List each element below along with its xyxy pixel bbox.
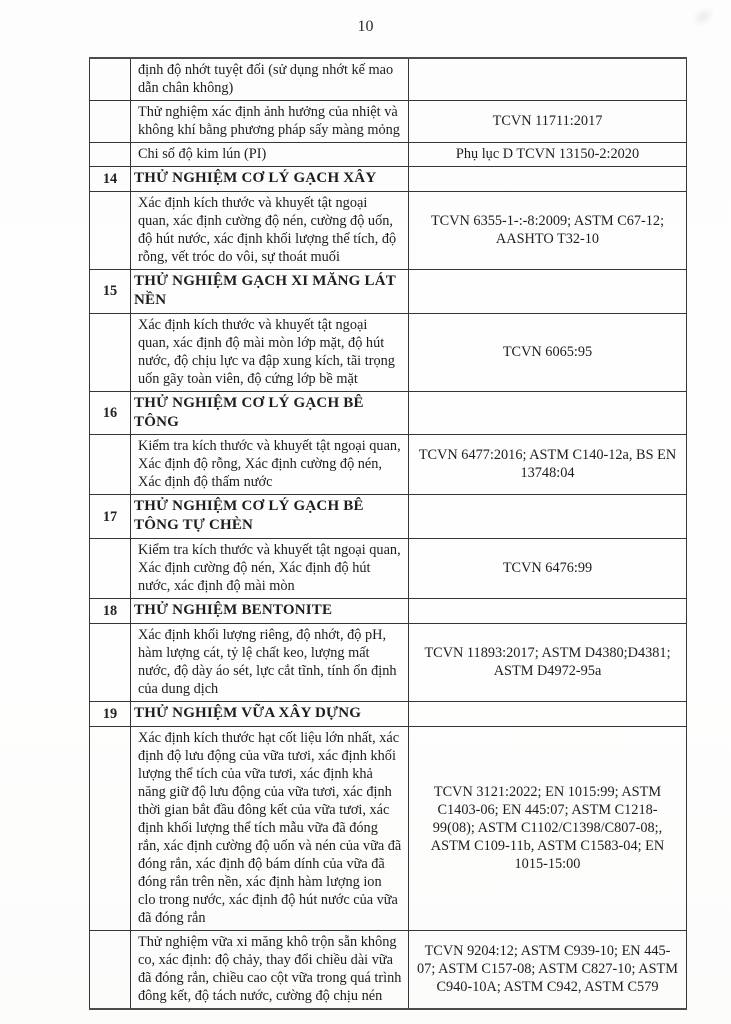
row-number-cell bbox=[90, 313, 131, 391]
row-standard-cell: TCVN 11893:2017; ASTM D4380;D4381; ASTM D4972-95a bbox=[409, 624, 687, 702]
table-row bbox=[90, 269, 687, 313]
row-description-cell: Kiểm tra kích thước và khuyết tật ngoại quan, Xác định cường độ nén, Xác định độ hút nước, xác định độ mài mòn bbox=[131, 539, 409, 599]
row-description-cell: Xác định kích thước và khuyết tật ngoại quan, xác định độ mài mòn lớp mặt, độ hút nước, độ chịu lực va đập xung kích, tãi trọng uốn gãy toàn viên, độ cứng lớp bề mặt bbox=[131, 313, 409, 391]
row-description-cell: THỬ NGHIỆM GẠCH XI MĂNG LÁT NỀN bbox=[131, 269, 409, 313]
row-description-cell: THỬ NGHIỆM CƠ LÝ GẠCH XÂY bbox=[131, 167, 409, 192]
row-number-cell bbox=[90, 191, 131, 269]
row-number-cell bbox=[90, 931, 131, 1010]
row-number-cell: 19 bbox=[90, 702, 131, 727]
row-standard-cell bbox=[409, 58, 687, 101]
row-number-cell: 16 bbox=[90, 391, 131, 435]
table-body bbox=[90, 58, 687, 1009]
row-number-cell bbox=[90, 624, 131, 702]
row-number-cell: 14 bbox=[90, 167, 131, 192]
row-description-cell: THỬ NGHIỆM CƠ LÝ GẠCH BÊ TÔNG bbox=[131, 391, 409, 435]
table-row bbox=[90, 167, 687, 192]
table-row bbox=[90, 599, 687, 624]
row-standard-cell: TCVN 6477:2016; ASTM C140-12a, BS EN 13748:04 bbox=[409, 435, 687, 495]
row-number-cell bbox=[90, 435, 131, 495]
row-description-cell: Thử nghiệm vữa xi măng khô trộn sẵn không co, xác định: độ chảy, thay đổi chiều dài vữa đã đóng rắn, chiều cao cột vữa trong quá trình đông kết, độ tách nước, cường độ chịu nén bbox=[131, 931, 409, 1010]
row-description-cell: định độ nhớt tuyệt đối (sử dụng nhớt kế mao dẫn chân không) bbox=[131, 58, 409, 101]
row-number-cell: 18 bbox=[90, 599, 131, 624]
row-standard-cell: TCVN 6355-1-:-8:2009; ASTM C67-12; AASHTO T32-10 bbox=[409, 191, 687, 269]
row-description-cell: Kiểm tra kích thước và khuyết tật ngoại quan, Xác định độ rỗng, Xác định cường độ nén, Xác định độ thấm nước bbox=[131, 435, 409, 495]
table-row bbox=[90, 539, 687, 599]
row-standard-cell bbox=[409, 702, 687, 727]
table-row bbox=[90, 495, 687, 539]
table-row bbox=[90, 101, 687, 143]
table-row bbox=[90, 435, 687, 495]
table-row bbox=[90, 143, 687, 167]
table-row bbox=[90, 931, 687, 1010]
row-standard-cell bbox=[409, 167, 687, 192]
row-number-cell: 17 bbox=[90, 495, 131, 539]
row-standard-cell: TCVN 9204:12; ASTM C939-10; EN 445-07; ASTM C157-08; ASTM C827-10; ASTM C940-10A; ASTM C942, ASTM C579 bbox=[409, 931, 687, 1010]
standards-table bbox=[89, 57, 687, 1010]
row-number-cell bbox=[90, 101, 131, 143]
page-number: 10 bbox=[357, 18, 374, 35]
table-row bbox=[90, 58, 687, 101]
table-row bbox=[90, 313, 687, 391]
row-standard-cell bbox=[409, 599, 687, 624]
row-number-cell bbox=[90, 539, 131, 599]
row-standard-cell bbox=[409, 269, 687, 313]
table-row bbox=[90, 391, 687, 435]
row-standard-cell: TCVN 11711:2017 bbox=[409, 101, 687, 143]
row-description-cell: THỬ NGHIỆM VỮA XÂY DỰNG bbox=[131, 702, 409, 727]
row-standard-cell bbox=[409, 391, 687, 435]
table-row bbox=[90, 702, 687, 727]
row-standard-cell: TCVN 3121:2022; EN 1015:99; ASTM C1403-06; EN 445:07; ASTM C1218-99(08); ASTM C1102/C1398/C807-08;, ASTM C109-11b, ASTM C1583-04; EN 1015-15:00 bbox=[409, 727, 687, 931]
row-description-cell: THỬ NGHIỆM CƠ LÝ GẠCH BÊ TÔNG TỰ CHÈN bbox=[131, 495, 409, 539]
row-description-cell: Xác định kích thước và khuyết tật ngoại quan, xác định cường độ nén, cường độ uốn, độ hút nước, xác định khối lượng thể tích, độ rỗng, vết tróc do vôi, sự thoát muối bbox=[131, 191, 409, 269]
table-row bbox=[90, 191, 687, 269]
row-description-cell: Thử nghiệm xác định ảnh hưởng của nhiệt và không khí bằng phương pháp sấy màng mỏng bbox=[131, 101, 409, 143]
row-standard-cell: TCVN 6476:99 bbox=[409, 539, 687, 599]
row-description-cell: Chi số độ kim lún (PI) bbox=[131, 143, 409, 167]
row-number-cell bbox=[90, 143, 131, 167]
row-number-cell bbox=[90, 727, 131, 931]
row-standard-cell bbox=[409, 495, 687, 539]
row-standard-cell: Phụ lục D TCVN 13150-2:2020 bbox=[409, 143, 687, 167]
row-description-cell: Xác định khối lượng riêng, độ nhớt, độ pH, hàm lượng cát, tỷ lệ chất keo, lượng mất nước, độ dày áo sét, lực cắt tĩnh, tính ổn định của dung dịch bbox=[131, 624, 409, 702]
row-description-cell: THỬ NGHIỆM BENTONITE bbox=[131, 599, 409, 624]
row-number-cell bbox=[90, 58, 131, 101]
row-number-cell: 15 bbox=[90, 269, 131, 313]
row-description-cell: Xác định kích thước hạt cốt liệu lớn nhất, xác định độ lưu động của vữa tươi, xác định khối lượng thể tích của vữa tươi, xác định khả năng giữ độ lưu động của vữa tươi, xác định thời gian bắt đầu đông kết của vữa tươi, xác định khối lượng thể tích mẫu vữa đã đóng rắn, xác định cường độ uốn và nén của vữa đã đóng rắn, xác định độ bám dính của vữa đã đóng rắn trên nền, xác định hàm lượng ion clo trong nước, xác định độ hút nước của vữa đã đóng rắn bbox=[131, 727, 409, 931]
row-standard-cell: TCVN 6065:95 bbox=[409, 313, 687, 391]
table-row bbox=[90, 624, 687, 702]
table-row bbox=[90, 727, 687, 931]
